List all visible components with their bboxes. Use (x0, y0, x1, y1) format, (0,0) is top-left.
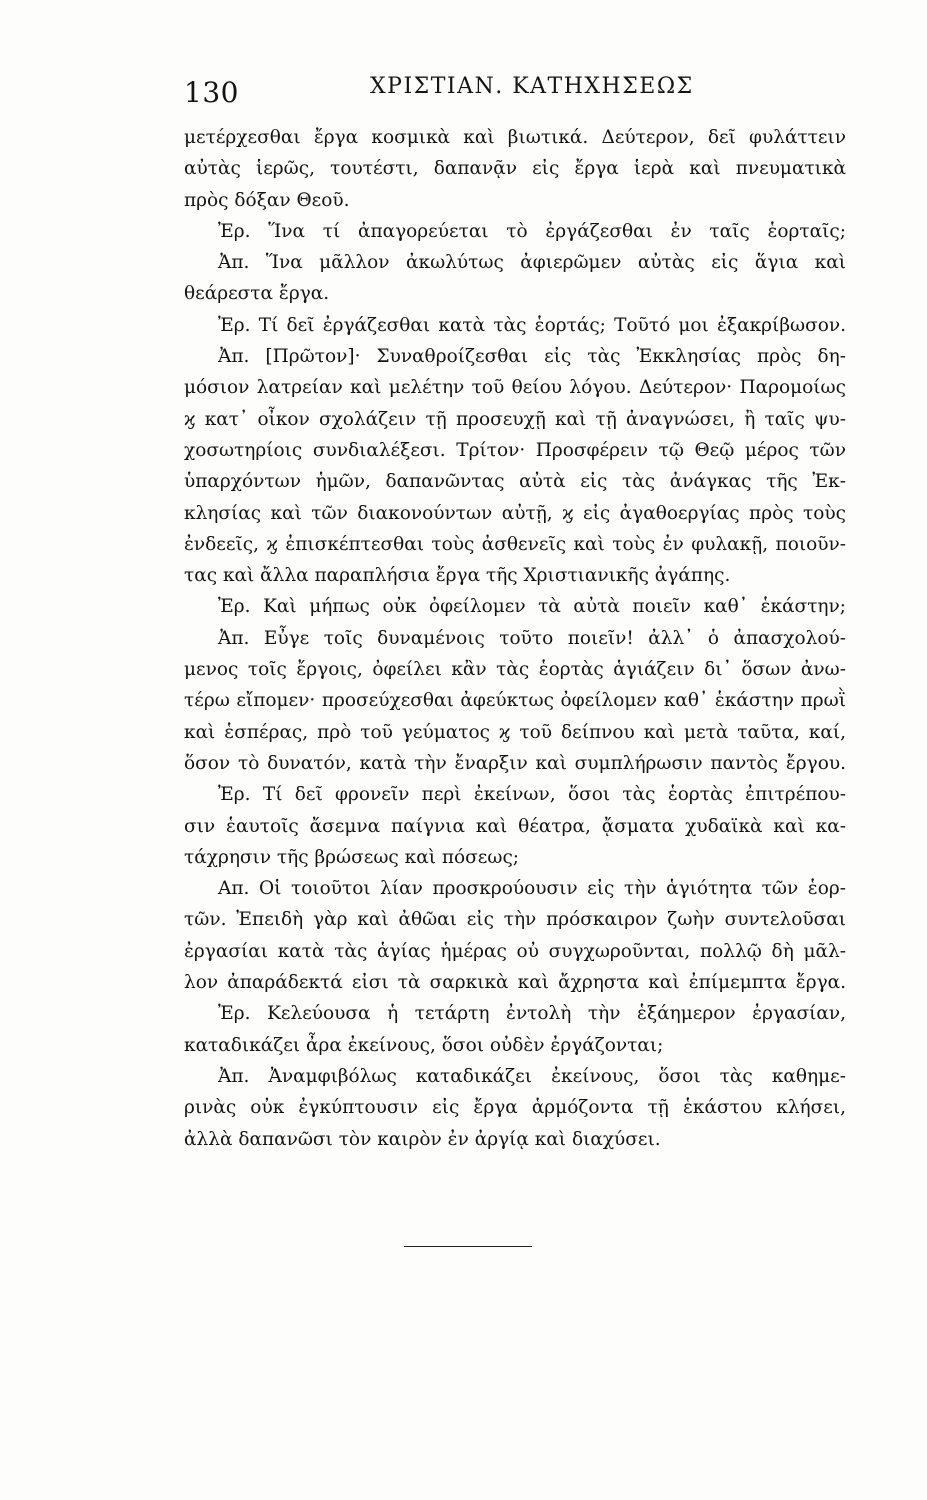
text-line: ἀλλὰ δαπανῶσι τὸν καιρὸν ἐν ἀργίᾳ καὶ διαχύσει. (184, 1128, 661, 1150)
running-head: ΧΡΙΣΤΙΑΝ. ΚΑΤΗΧΗΣΕΩΣ (370, 74, 694, 99)
text-line: ρινὰς οὐκ ἐγκύπτουσιν εἰς ἔργα ἁρμόζοντα τῇ ἑκάστου κλήσει, (184, 1097, 846, 1119)
text-line: σιν ἑαυτοῖς ἄσεμνα παίγνια καὶ θέατρα, ᾄσματα χυδαϊκὰ καὶ κα- (184, 815, 846, 837)
text-line: ἐνδεεῖς, ϗ ἐπισκέπτεσθαι τοὺς ἀσθενεῖς καὶ τοὺς ἐν φυλακῇ, ποιοῦν- (184, 533, 846, 555)
text-line: Ἀπ. [Πρῶτον]· Συναθροίζεσθαι εἰς τὰς Ἐκκλησίας πρὸς δη- (218, 346, 846, 368)
text-line: Ἐρ. Τί δεῖ φρονεῖν περὶ ἐκείνων, ὅσοι τὰς ἑορτὰς ἐπιτρέπου- (218, 784, 846, 806)
text-line: μόσιον λατρείαν καὶ μελέτην τοῦ θείου λόγου. Δεύτερον· Παρομοίως (184, 377, 846, 399)
text-line: αὐτὰς ἱερῶς, τουτέστι, δαπανᾷν εἰς ἔργα ἱερὰ καὶ πνευματικὰ (184, 158, 846, 180)
text-line: πρὸς δόξαν Θεοῦ. (184, 189, 350, 211)
text-line: χοσωτηρίοις συνδιαλέξεσι. Τρίτον· Προσφέρειν τῷ Θεῷ μέρος τῶν (184, 439, 846, 461)
text-line: θεάρεστα ἔργα. (184, 283, 330, 305)
text-line: λον ἀπαράδεκτά εἰσι τὰ σαρκικὰ καὶ ἄχρηστα καὶ ἐπίμεμπτα ἔργα. (184, 972, 846, 994)
text-line: κλησίας καὶ τῶν διακονούντων αὐτῇ, ϗ εἰς ἀγαθοεργίας πρὸς τοὺς (184, 502, 846, 524)
text-line: Ἀπ. Ἵνα μᾶλλον ἀκωλύτως ἀφιερῶμεν αὐτὰς εἰς ἅγια καὶ (218, 252, 846, 274)
text-line: μετέρχεσθαι ἔργα κοσμικὰ καὶ βιωτικά. Δεύτερον, δεῖ φυλάττειν (184, 127, 846, 148)
end-rule (404, 1246, 532, 1247)
body-text (184, 122, 846, 1155)
text-line: ὅσον τὸ δυνατόν, κατὰ τὴν ἔναρξιν καὶ συμπλήρωσιν παντὸς ἔργου. (184, 752, 846, 774)
text-line: τέρω εἴπομεν· προσεύχεσθαι ἀφεύκτως ὀφείλομεν καθ᾽ ἑκάστην πρωῒ (184, 690, 846, 712)
text-line: ἐργασίαι κατὰ τὰς ἁγίας ἡμέρας οὐ συγχωροῦνται, πολλῷ δὴ μᾶλ- (184, 940, 846, 962)
text-line: Ἐρ. Ἵνα τί ἀπαγορεύεται τὸ ἐργάζεσθαι ἐν ταῖς ἑορταῖς; (218, 220, 846, 242)
text-line: τάχρησιν τῆς βρώσεως καὶ πόσεως; (184, 846, 520, 868)
text-line: Ἐρ. Κελεύουσα ἡ τετάρτη ἐντολὴ τὴν ἑξάημερον ἐργασίαν, (218, 1003, 846, 1025)
text-line: Ἐρ. Τί δεῖ ἐργάζεσθαι κατὰ τὰς ἑορτάς; Τοῦτό μοι ἐξακρίβωσον. (218, 314, 846, 336)
text-line: ὑπαρχόντων ἡμῶν, δαπανῶντας αὐτὰ εἰς τὰς ἀνάγκας τῆς Ἐκ- (184, 471, 846, 493)
text-line: καὶ ἑσπέρας, πρὸ τοῦ γεύματος ϗ τοῦ δείπνου καὶ μετὰ ταῦτα, καί, (184, 721, 846, 743)
text-line: Απ. Οἱ τοιοῦτοι λίαν προσκρούουσιν εἰς τὴν ἁγιότητα τῶν ἑορ- (218, 878, 846, 900)
text-line: Ἀπ. Εὖγε τοῖς δυναμένοις τοῦτο ποιεῖν! ἀλλ᾽ ὁ ἀπασχολού- (218, 627, 846, 649)
text-line: Ἀπ. Ἀναμφιβόλως καταδικάζει ἐκείνους, ὅσοι τὰς καθημε- (218, 1065, 846, 1087)
text-line: μενος τοῖς ἔργοις, ὀφείλει κἂν τὰς ἑορτὰς ἁγιάζειν δι᾽ ὅσων ἀνω- (184, 659, 846, 681)
text-line: τας καὶ ἄλλα παραπλήσια ἔργα τῆς Χριστιανικῆς ἀγάπης. (184, 565, 731, 587)
page-number: 130 (184, 76, 239, 109)
text-line: τῶν. Ἐπειδὴ γὰρ καὶ ἀθῶαι εἰς τὴν πρόσκαιρον ζωὴν συντελοῦσαι (184, 909, 846, 931)
text-line: Ἐρ. Καὶ μήπως οὐκ ὀφείλομεν τὰ αὐτὰ ποιεῖν καθ᾽ ἑκάστην; (218, 596, 846, 618)
text-line: ϗ κατ᾽ οἶκον σχολάζειν τῇ προσευχῇ καὶ τῇ ἀναγνώσει, ἢ ταῖς ψυ- (184, 408, 846, 430)
page-header (184, 70, 844, 114)
text-line: καταδικάζει ἆρα ἐκείνους, ὅσοι οὐδὲν ἐργάζονται; (184, 1034, 664, 1056)
